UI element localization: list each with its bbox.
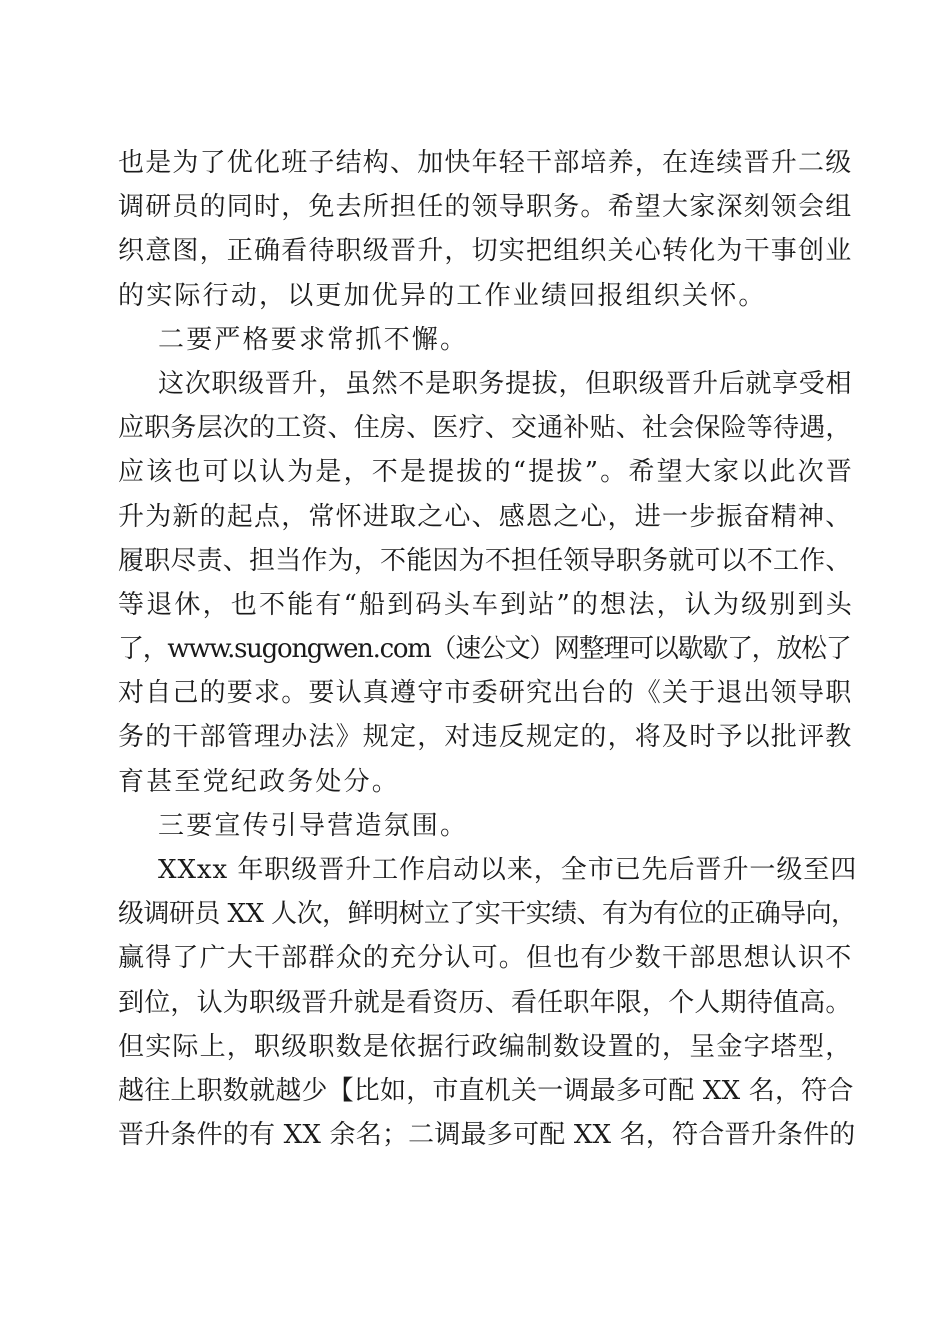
text-line: XXxx 年职级晋升工作启动以来，全市已先后晋升一级至四: [158, 855, 858, 885]
text-line: 务的干部管理办法》规定，对违反规定的，将及时予以批评教: [118, 722, 853, 753]
text-line: 到位，认为职级晋升就是看资历、看任职年限，个人期待值高。: [118, 987, 852, 1018]
text-line: 织意图，正确看待职级晋升，切实把组织关心转化为干事创业: [118, 236, 853, 267]
text-line: 应该也可以认为是，不是提拔的“提拔”。希望大家以此次晋: [118, 457, 854, 488]
section-heading: 三要宣传引导营造氛围。: [158, 810, 469, 841]
text-line: 也是为了优化班子结构、加快年轻干部培养，在连续晋升二级: [118, 148, 853, 178]
text-line: 应职务层次的工资、住房、医疗、交通补贴、社会保险等待遇，: [118, 413, 852, 444]
text-line: 等退休，也不能有“船到码头车到站”的想法，认为级别到头: [118, 589, 854, 620]
section-heading: 二要严格要求常抓不懈。: [158, 324, 469, 355]
text-line: 越往上职数就越少【比如，市直机关一调最多可配 XX 名，符合: [118, 1075, 854, 1106]
text-line: 的实际行动，以更加优异的工作业绩回报组织关怀。: [118, 280, 767, 311]
text-line: 履职尽责、担当作为，不能因为不担任领导职务就可以不工作、: [118, 545, 852, 576]
text-line: 晋升条件的有 XX 余名；二调最多可配 XX 名，符合晋升条件的: [118, 1120, 856, 1151]
text-line: 调研员的同时，免去所担任的领导职务。希望大家深刻领会组: [118, 192, 853, 223]
text-line: 育甚至党纪政务处分。: [118, 766, 401, 797]
document-body: [118, 141, 858, 1157]
text-line: 级调研员 XX 人次，鲜明树立了实干实绩、有为有位的正确导向，: [118, 899, 857, 930]
text-line: 了，www.sugongwen.com（速公文）网整理可以歇歇了，放松了: [118, 634, 851, 665]
text-line: 对自己的要求。要认真遵守市委研究出台的《关于退出领导职: [118, 678, 853, 709]
text-line: 但实际上，职级职数是依据行政编制数设置的，呈金字塔型，: [118, 1031, 853, 1062]
text-line: 升为新的起点，常怀进取之心、感恩之心，进一步振奋精神、: [118, 501, 853, 532]
text-line: 赢得了广大干部群众的充分认可。但也有少数干部思想认识不: [118, 943, 853, 974]
text-line: 这次职级晋升，虽然不是职务提拔，但职级晋升后就享受相: [158, 368, 853, 399]
